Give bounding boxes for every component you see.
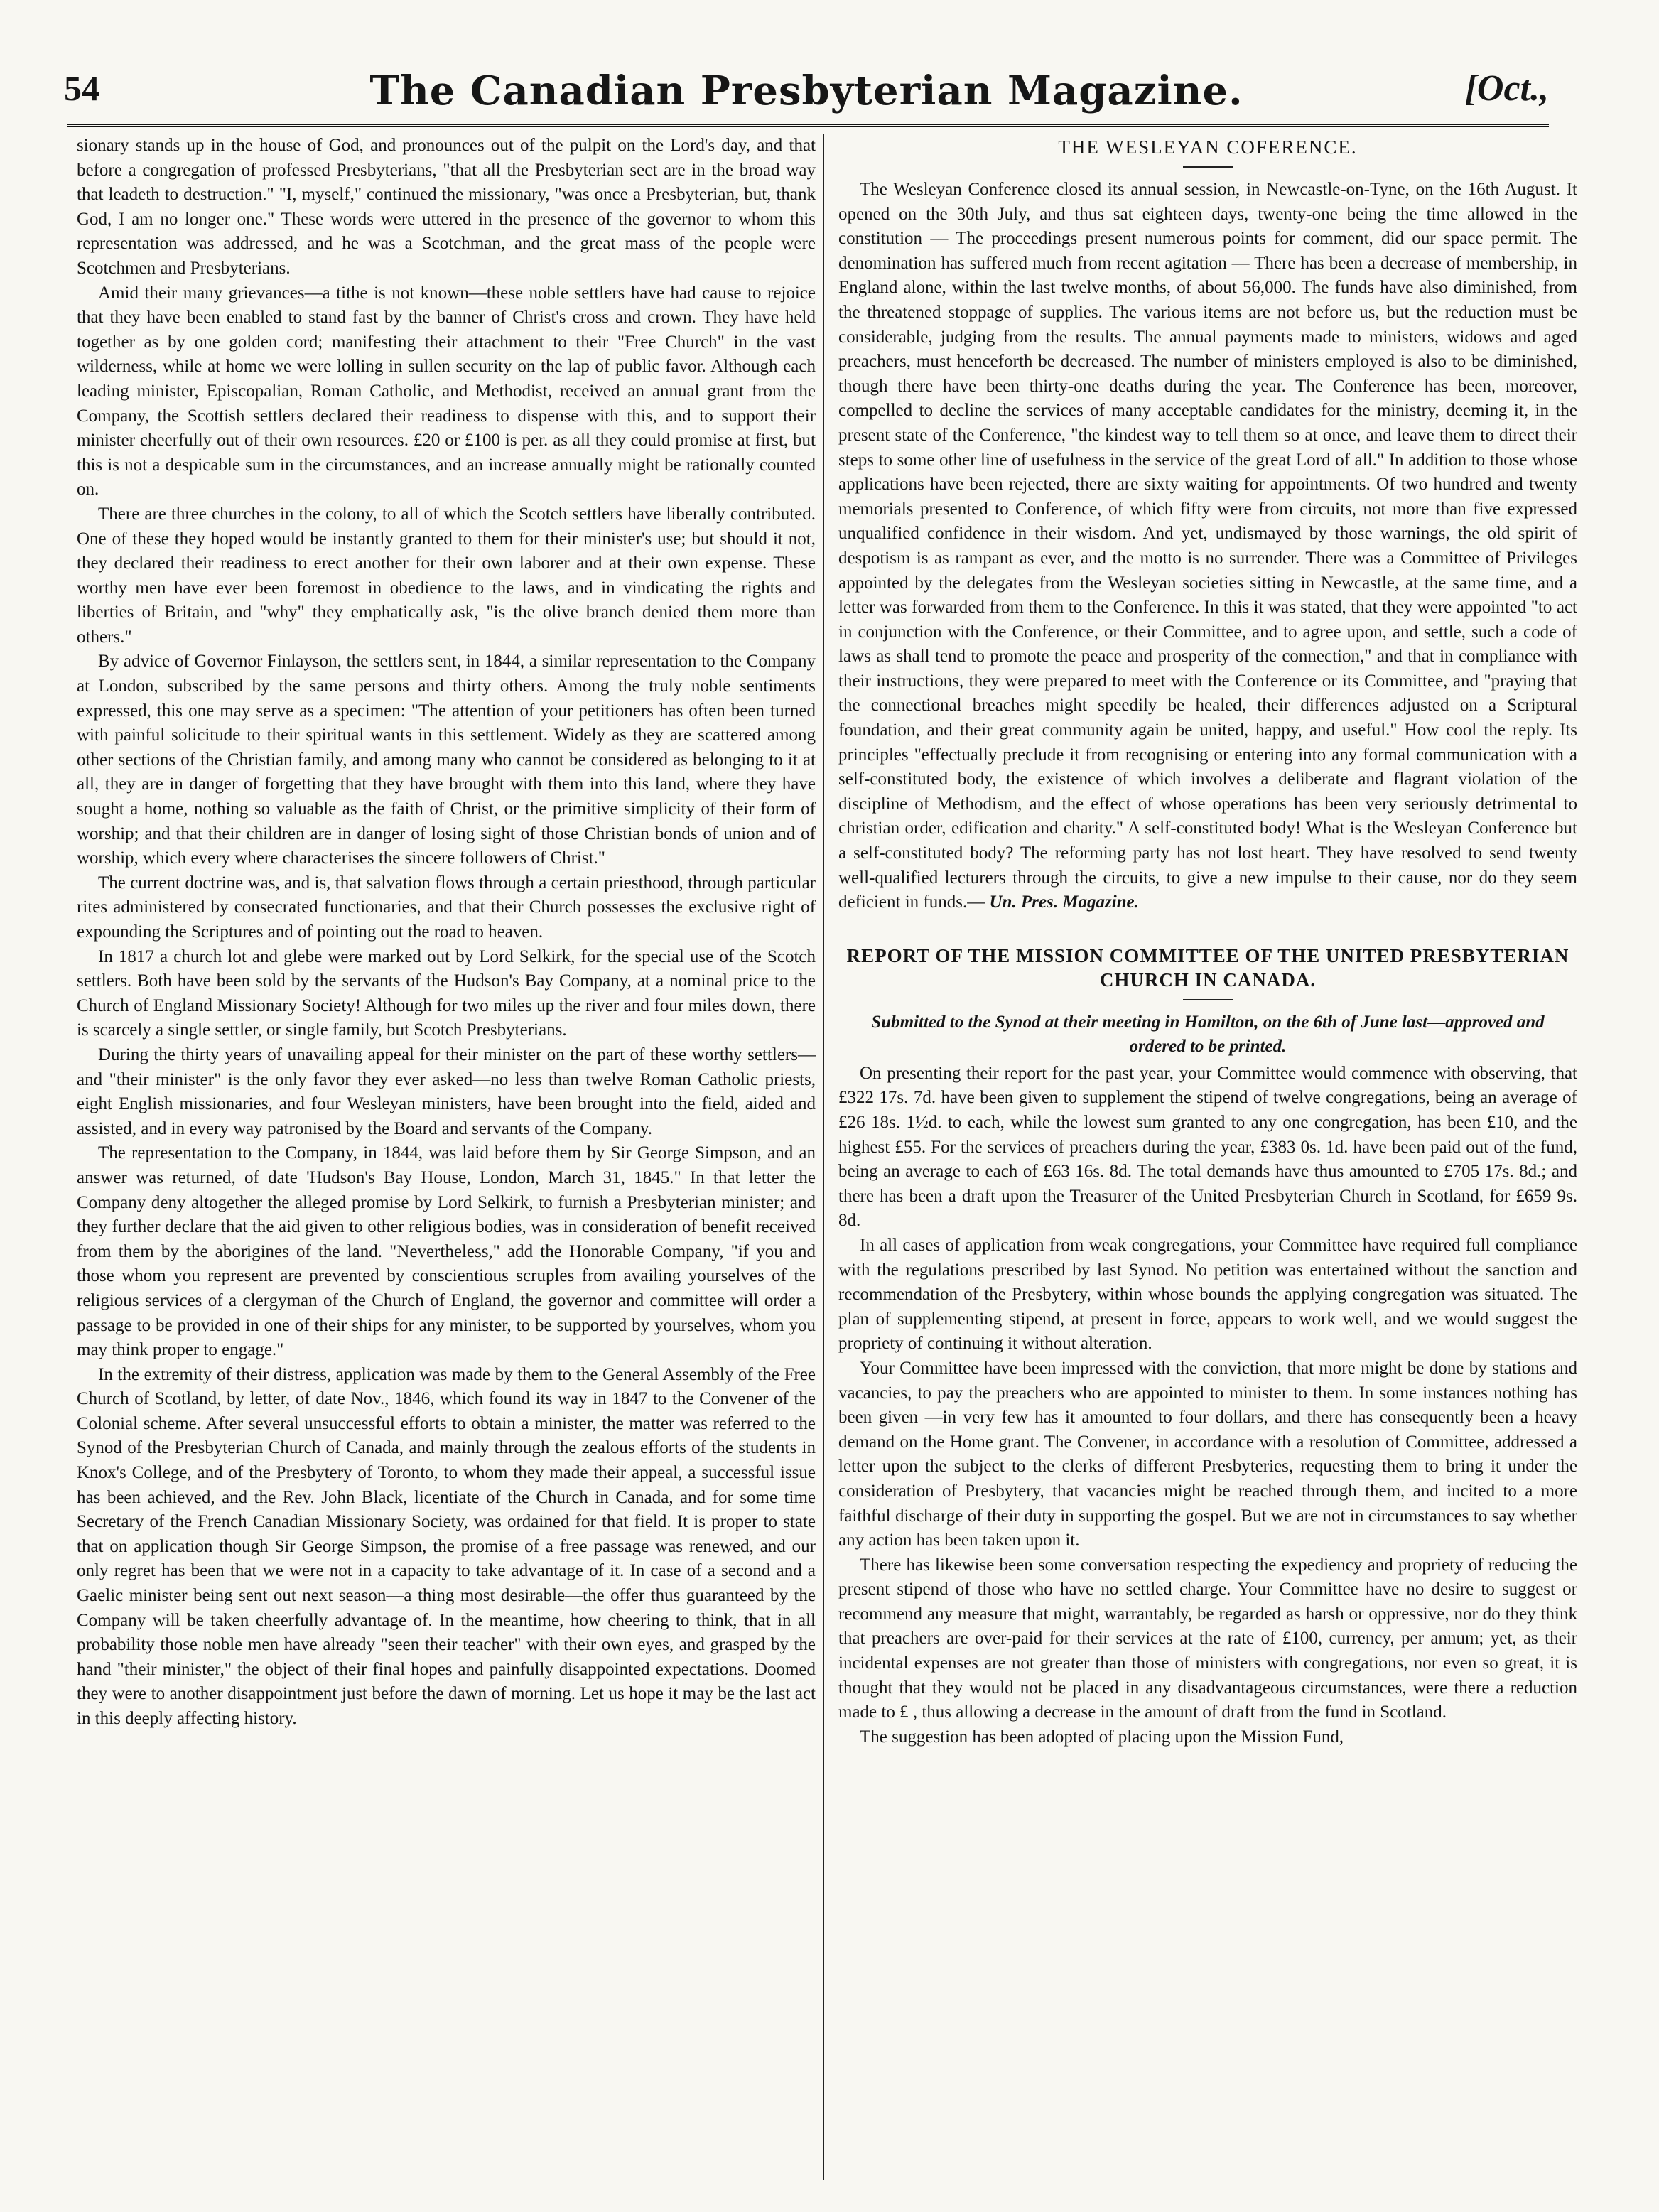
left-paragraph: sionary stands up in the house of God, and pronounces out of the pulpit on the Lord's day, and that before a congregation of professed Presbyterians, "that all the Presbyterian sect are in the broad way that leadeth to destruction." "I, myself," continued the missionary, "was once a Presbyterian, but, thank God, I am no longer one." These words were uttered in the presence of the governor to whom this representation was addressed, and he was a Scotchman, and the great mass of the people were Scotchmen and Presbyterians. — [77, 136, 816, 278]
left-paragraph: In 1817 a church lot and glebe were marked out by Lord Selkirk, for the special use of the Scotch settlers. Both have been sold by the servants of the Hudson's Bay Company, at a nominal price to the Church of England Missionary Society! Although for two miles up the river and four miles down, there is scarcely a single settler, or single family, but Scotch Presbyterians. — [77, 946, 816, 1040]
left-paragraph: The current doctrine was, and is, that salvation flows through a certain priesthood, through particular rites administered by consecrated functionaries, and that their Church possesses the exclusive right of expounding the Scriptures and of pointing out the road to heaven. — [77, 873, 816, 942]
left-paragraph: There are three churches in the colony, to all of which the Scotch settlers have liberally contributed. One of these they hoped would be instantly granted to them for their minister's use; but should it not, they declared their readiness to erect another for their own laborer and at their own expense. These worthy men have ever been foremost in obedience to the laws, and in vindicating the rights and liberties of Britain, and "why" they emphatically ask, "is the olive branch denied them more than others." — [77, 504, 816, 647]
report-paragraph: On presenting their report for the past year, your Committee would commence with observing, that £322 17s. 7d. have been given to supplement the stipend of twelve congregations, being an average of £26 18s. 1½d. to each, while the lowest sum granted to any one congregation, has been £10, and the highest £55. For the services of preachers during the year, £383 0s. 1d. have been paid out of the fund, being an average to each of £63 16s. 8d. The total demands have thus amounted to £705 17s. 8d.; and there has been a draft upon the Treasurer of the United Presbyterian Church in Scotland, for £659 9s. 8d. — [838, 1063, 1577, 1231]
title-rule — [1183, 166, 1233, 168]
column-divider — [823, 134, 824, 2180]
wesleyan-body-text: The Wesleyan Conference closed its annual session, in Newcastle-on-Tyne, on the 16th August. It opened on the 30th July, and thus sat eighteen days, twenty-one being the time allowed in the constitution — The proceedings present numerous points for comment, did our space permit. The denomination has suffered much from recent agitation — There has been a decrease of membership, in England alone, within the last twelve months, of about 56,000. The funds have also diminished, from the threatened stoppage of supplies. The various items are not before us, but the reduction must be considerable, judging from the results. The annual payments made to ministers, widows and aged preachers, must henceforth be decreased. The number of ministers employed is also to be diminished, though there have been thirty-one deaths during the year. The Conference has been, moreover, compelled to decline the services of many acceptable candidates for the ministry, deeming it, in the present state of the Conference, "the kindest way to tell them so at once, and leave them to direct their steps to some other line of usefulness in the service of the great Lord of all." In addition to those whose applications have been rejected, there are sixty waiting for appointments. Of two hundred and twenty memorials presented to Conference, of which fifty were from circuits, not more than five expressed unqualified confidence in their wisdom. And yet, undismayed by those warnings, the old spirit of despotism is as rampant as ever, and the motto is no surrender. There was a Committee of Privileges appointed by the delegates from the Wesleyan societies sitting in Newcastle, at the same time, and a letter was forwarded from them to the Conference. In this it was stated, that they were appointed "to act in conjunction with the Conference, or their Committee, and to agree upon, and settle, such a code of laws as shall tend to promote the peace and prosperity of the connection," and that in compliance with their instructions, they were prepared to meet with the Conference or its Committee, and "praying that the connectional breaches might speedily be healed, their differences adjusted on a Scriptural foundation, and their great community again be united, happy, and useful." How cool the reply. Its principles "effectually preclude it from recognising or entering into any formal communication with a self-constituted body, the existence of which involves a deliberate and flagrant violation of the discipline of Methodism, and the effect of whose operations has been very seriously detrimental to christian order, edification and charity." A self-constituted body! What is the Wesleyan Conference but a self-constituted body? The reforming party has not lost heart. They have resolved to send twenty well-qualified lecturers through the circuits, to give a new impulse to their cause, nor do they seem deficient in funds.— — [838, 180, 1577, 912]
wesleyan-article-body — [838, 178, 1577, 915]
masthead-title: The Canadian Presbyterian Magazine. — [369, 68, 1243, 114]
left-paragraph: By advice of Governor Finlayson, the settlers sent, in 1844, a similar representation to the Company at London, subscribed by the same persons and thirty others. Among the truly noble sentiments expressed, this one may serve as a specimen: "The attention of your petitioners has often been turned with painful solicitude to their spiritual wants in this settlement. Widely as they are scattered among other sections of the Christian family, and among many who cannot be considered as belonging to it at all, they are in danger of forgetting that they have brought with them into this land, where they have sought a home, nothing so valuable as the faith of Christ, or the primitive simplicity of their form of worship; and that their children are in danger of losing sight of those Christian bonds of union and of worship, which every where characterises the sincere followers of Christ." — [77, 652, 816, 868]
page-header — [64, 68, 1549, 124]
header-rule — [67, 124, 1549, 127]
wesleyan-signoff: Un. Pres. Magazine. — [989, 892, 1139, 912]
report-paragraph: The suggestion has been adopted of placing upon the Mission Fund, — [860, 1727, 1344, 1747]
report-paragraph: In all cases of application from weak congregations, your Committee have required full compliance with the regulations prescribed by last Synod. No petition was entertained without the sanction and recommendation of the Presbytery, within whose bounds the applying congregation was situated. The plan of supplementing stipend, at present in force, appears to work well, and we would suggest the propriety of continuing it without alteration. — [838, 1235, 1577, 1354]
left-column — [77, 134, 816, 2180]
report-paragraph: Your Committee have been impressed with the conviction, that more might be done by stations and vacancies, to pay the preachers who are appointed to minister to them. In some instances nothing has been given —in very few has it amounted to four dollars, and there has consequently been a heavy demand on the Home grant. The Convener, in accordance with a resolution of Committee, addressed a letter upon the subject to the clerks of different Presbyteries, requesting them to bring it under the consideration of Presbytery, that vacancies might be reached through them, and incited to a more faithful discharge of their duty in supporting the gospel. But we are not in circumstances to say whether any action has been taken upon it. — [838, 1358, 1577, 1550]
wesleyan-article-title: THE WESLEYAN COFERENCE. — [1058, 136, 1358, 158]
issue-label: [Oct., — [1464, 68, 1549, 109]
left-paragraph: The representation to the Company, in 1844, was laid before them by Sir George Simpson, and an answer was returned, of date 'Hudson's Bay House, London, March 31, 1845." In that letter the Company deny altogether the alleged promise by Lord Selkirk, to furnish a Presbyterian minister; and they further declare that the aid given to other religious bodies, was in consideration of benefit received from them by the aborigines of the land. "Nevertheless," add the Honorable Company, "if you and those whom you represent are prevented by conscientious scruples from availing yourselves of the religious services of a clergyman of the Church of England, the governor and committee will order a passage to be provided in one of their ships for any minister, to be supported by yourselves, whom you may think proper to engage." — [77, 1143, 816, 1360]
left-paragraph: During the thirty years of unavailing appeal for their minister on the part of these worthy settlers—and "their minister" is the only favor they ever asked—no less than twelve Roman Catholic priests, eight English missionaries, and four Wesleyan ministers, have been brought into the field, aided and assisted, and in every way patronised by the Board and servants of the Company. — [77, 1045, 816, 1138]
report-title-rule — [1183, 999, 1233, 1000]
report-title: REPORT OF THE MISSION COMMITTEE OF THE UNITED PRESBYTERIAN CHURCH IN CANADA. — [846, 944, 1569, 991]
left-paragraph: In the extremity of their distress, application was made by them to the General Assembly of the Free Church of Scotland, by letter, of date Nov., 1846, which found its way in 1847 to the Convener of the Colonial scheme. After several unsuccessful efforts to obtain a minister, the matter was referred to the Synod of the Presbyterian Church of Canada, and mainly through the zealous efforts of the students in Knox's College, and of the Presbytery of Toronto, to whom they made their appeal, a successful issue has been achieved, and the Rev. John Black, licentiate of the Church in Canada, and for some time Secretary of the French Canadian Missionary Society, was ordained for that field. It is proper to state that on application though Sir George Simpson, the promise of a free passage was renewed, and our only regret has been that we were not in a capacity to take advantage of it. In case of a second and a Gaelic minister being sent out next season—a thing most desirable—the offer thus guaranteed by the Company will be taken cheerfully advantage of. In the meantime, how cheering to think, that in all probability those noble men have already "seen their teacher" with their own eyes, and grasped by the hand "their minister," the object of their final hopes and painfully disappointed expectations. Doomed they were to another disappointment just before the dawn of morning. Let us hope it may be the last act in this deeply affecting history. — [77, 1364, 816, 1728]
report-paragraph: There has likewise been some conversation respecting the expediency and propriety of reducing the present stipend of those who have no settled charge. Your Committee have no desire to suggest or recommend any measure that might, warrantably, be regarded as harsh or oppressive, nor do they think that preachers are over-paid for their services at the rate of £100, currency, per annum; yet, as their incidental expenses are not greater than those of ministers with congregations, nor even so great, it is thought that they would not be placed in any disadvantageous circumstances, were there a reduction made to £ , thus allowing a decrease in the amount of draft from the fund in Scotland. — [838, 1555, 1577, 1722]
right-column — [838, 134, 1577, 2180]
left-paragraph: Amid their many grievances—a tithe is not known—these noble settlers have had cause to rejoice that they have been enabled to stand fast by the banner of Christ's cross and crown. They have held together as by one golden cord; manifesting their attachment to their "Free Church" in the vast wilderness, while at home we were lolling in sullen security on the lap of public favor. Although each leading minister, Episcopalian, Roman Catholic, and Methodist, received an annual grant from the Company, the Scottish settlers declared their readiness to dispense with this, and to support their minister cheerfully out of their own resources. £20 or £100 is per. as all they could promise at first, but this is not a despicable sum in the circumstances, and an increase annually might be rationally counted on. — [77, 283, 816, 500]
page-number: 54 — [64, 68, 99, 108]
report-subtitle: Submitted to the Synod at their meeting in Hamilton, on the 6th of June last—approved and ordered to be printed. — [871, 1012, 1545, 1056]
